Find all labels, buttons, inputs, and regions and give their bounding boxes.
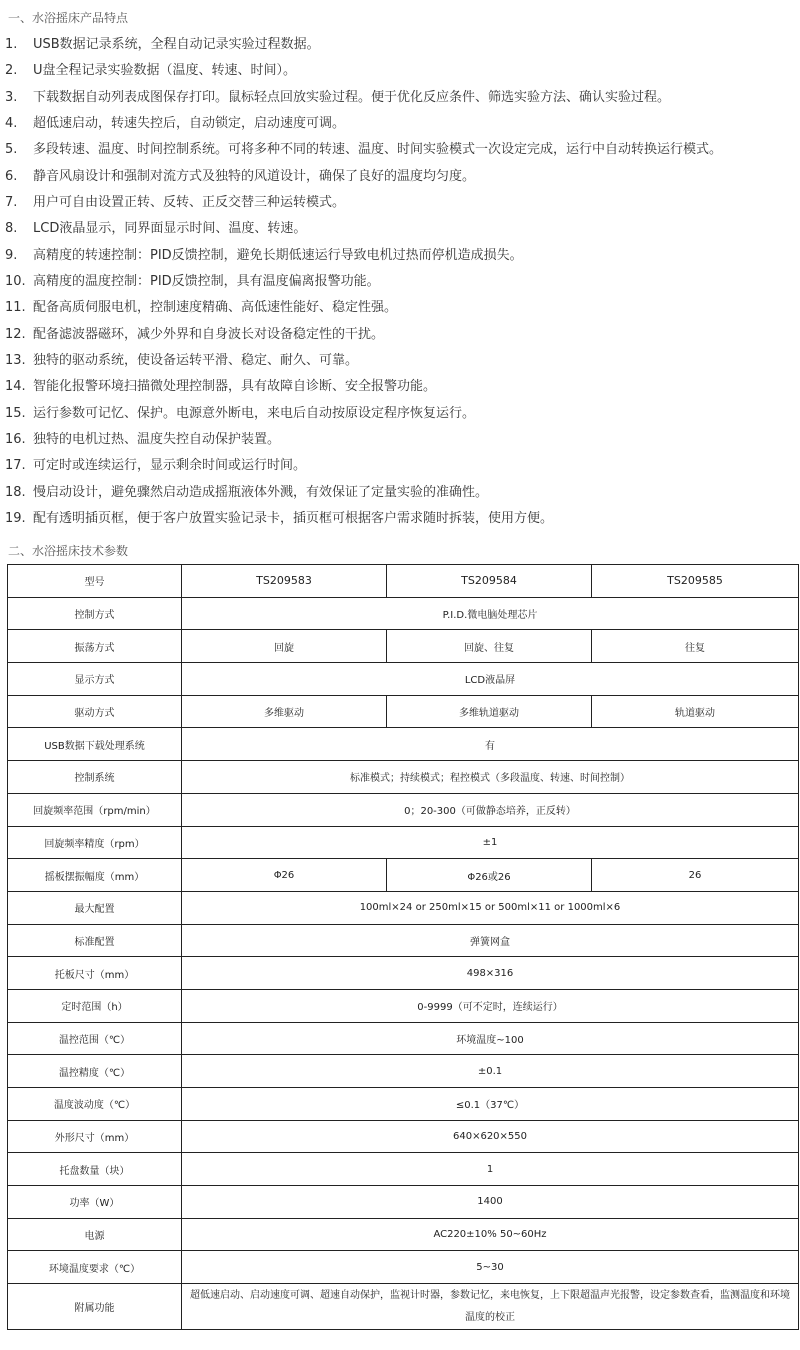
feature-item — [0, 455, 800, 481]
spec-label-cell: 电源 — [8, 1218, 182, 1251]
spec-label-cell: 功率（W） — [8, 1186, 182, 1219]
table-row — [8, 761, 799, 794]
spec-value-cell: 5~30 — [182, 1251, 799, 1284]
model-cell: TS209583 — [182, 565, 387, 598]
spec-value-cell: 1 — [182, 1153, 799, 1186]
spec-label-cell: 托板尺寸（mm） — [8, 957, 182, 990]
table-row — [8, 957, 799, 990]
feature-item — [0, 429, 800, 455]
feature-text: 独特的驱动系统，使设备运转平滑、稳定、耐久、可靠。 — [33, 352, 359, 368]
feature-text: 慢启动设计，避免骤然启动造成摇瓶液体外溅，有效保证了定量实验的准确性。 — [33, 484, 489, 500]
feature-text: 配备高质伺服电机，控制速度精确、高低速性能好、稳定性强。 — [33, 300, 398, 316]
feature-number: 8. — [5, 221, 18, 237]
feature-item — [0, 297, 800, 323]
feature-number: 19. — [5, 510, 26, 526]
feature-item — [0, 60, 800, 86]
spec-label-cell: 外形尺寸（mm） — [8, 1120, 182, 1153]
table-row — [8, 826, 799, 859]
feature-text: 下载数据自动列表成图保存打印。鼠标轻点回放实验过程。便于优化反应条件、筛选实验方法、确认实验过程。 — [33, 89, 671, 105]
feature-number: 3. — [5, 89, 18, 105]
feature-text: 超低速启动，转速失控后，自动锁定，启动速度可调。 — [33, 115, 346, 131]
spec-value-cell: 有 — [182, 728, 799, 761]
feature-number: 10. — [5, 273, 26, 289]
model-cell: TS209584 — [387, 565, 592, 598]
spec-label-cell: 摇板摆振幅度（mm） — [8, 859, 182, 892]
feature-text: 用户可自由设置正转、反转、正反交替三种运转模式。 — [33, 194, 346, 210]
spec-value-cell: ±1 — [182, 826, 799, 859]
feature-item — [0, 508, 800, 534]
spec-value-cell: 超低速启动、启动速度可调、超速自动保护，监视计时器，参数记忆，来电恢复，上下限超温声光报警，设定参数查看，监测温度和环境温度的校正 — [182, 1284, 799, 1330]
spec-value-cell: 多维轨道驱动 — [387, 695, 592, 728]
spec-value-cell: Φ26或26 — [387, 859, 592, 892]
table-row — [8, 859, 799, 892]
table-row — [8, 989, 799, 1022]
feature-number: 17. — [5, 458, 26, 474]
feature-number: 2. — [5, 63, 18, 79]
spec-value-cell: 标准模式；持续模式；程控模式（多段温度、转速、时间控制） — [182, 761, 799, 794]
table-row — [8, 1186, 799, 1219]
feature-number: 15. — [5, 405, 26, 421]
spec-label-cell: 型号 — [8, 565, 182, 598]
spec-value-cell: ±0.1 — [182, 1055, 799, 1088]
feature-item — [0, 192, 800, 218]
feature-text: 配备滤波器磁环，减少外界和自身波长对设备稳定性的干扰。 — [33, 326, 385, 342]
feature-number: 11. — [5, 300, 26, 316]
spec-table — [7, 564, 799, 1330]
feature-number: 7. — [5, 194, 18, 210]
feature-number: 9. — [5, 247, 18, 263]
spec-value-cell: 回旋 — [182, 630, 387, 663]
table-row — [8, 1284, 799, 1330]
spec-label-cell: 附属功能 — [8, 1284, 182, 1330]
table-row — [8, 924, 799, 957]
feature-item — [0, 350, 800, 376]
feature-number: 18. — [5, 484, 26, 500]
spec-label-cell: 温控范围（℃） — [8, 1022, 182, 1055]
feature-number: 4. — [5, 115, 18, 131]
table-row — [8, 597, 799, 630]
feature-text: 可定时或连续运行，显示剩余时间或运行时间。 — [33, 458, 307, 474]
spec-label-cell: 托盘数量（块） — [8, 1153, 182, 1186]
spec-value-cell: 640×620×550 — [182, 1120, 799, 1153]
feature-item — [0, 271, 800, 297]
feature-number: 14. — [5, 379, 26, 395]
spec-label-cell: 回旋频率范围（rpm/min） — [8, 793, 182, 826]
spec-label-cell: 振荡方式 — [8, 630, 182, 663]
spec-label-cell: 驱动方式 — [8, 695, 182, 728]
spec-value-cell: 环境温度~100 — [182, 1022, 799, 1055]
feature-number: 1. — [5, 37, 18, 52]
feature-text: 智能化报警环境扫描微处理控制器，具有故障自诊断、安全报警功能。 — [33, 379, 437, 395]
feature-number: 12. — [5, 326, 26, 342]
spec-value-cell: 26 — [592, 859, 799, 892]
feature-text: 运行参数可记忆、保护。电源意外断电，来电后自动按原设定程序恢复运行。 — [33, 405, 476, 421]
table-row — [8, 793, 799, 826]
spec-value-cell: P.I.D.微电脑处理芯片 — [182, 597, 799, 630]
spec-value-cell: 100ml×24 or 250ml×15 or 500ml×11 or 1000ml×6 — [182, 891, 799, 924]
spec-value-cell: 往复 — [592, 630, 799, 663]
table-row-header — [8, 565, 799, 598]
feature-text: 多段转速、温度、时间控制系统。可将多种不同的转速、温度、时间实验模式一次设定完成，运行中自动转换运行模式。 — [33, 142, 723, 158]
feature-item — [0, 482, 800, 508]
features-list — [0, 34, 800, 534]
feature-item — [0, 403, 800, 429]
table-row — [8, 663, 799, 696]
section-title-specs: 二、水浴摇床技术参数 — [8, 544, 129, 558]
table-row — [8, 1153, 799, 1186]
spec-value-cell: 轨道驱动 — [592, 695, 799, 728]
spec-value-cell: 0-9999（可不定时，连续运行） — [182, 989, 799, 1022]
spec-label-cell: 标准配置 — [8, 924, 182, 957]
spec-label-cell: 控制方式 — [8, 597, 182, 630]
spec-value-cell: 多维驱动 — [182, 695, 387, 728]
feature-item — [0, 87, 800, 113]
table-row — [8, 1055, 799, 1088]
feature-item — [0, 113, 800, 139]
spec-label-cell: 温控精度（℃） — [8, 1055, 182, 1088]
feature-item — [0, 324, 800, 350]
spec-label-cell: 环境温度要求（℃） — [8, 1251, 182, 1284]
table-row — [8, 1088, 799, 1121]
feature-item — [0, 218, 800, 244]
spec-value-cell: 1400 — [182, 1186, 799, 1219]
spec-value-cell: 弹簧网盒 — [182, 924, 799, 957]
spec-value-cell: 回旋、往复 — [387, 630, 592, 663]
spec-label-cell: 控制系统 — [8, 761, 182, 794]
spec-label-cell: 回旋频率精度（rpm） — [8, 826, 182, 859]
spec-label-cell: 显示方式 — [8, 663, 182, 696]
feature-item — [0, 139, 800, 165]
feature-item — [0, 245, 800, 271]
model-cell: TS209585 — [592, 565, 799, 598]
feature-text: 高精度的温度控制：PID反馈控制，具有温度偏离报警功能。 — [33, 273, 380, 289]
feature-item — [0, 376, 800, 402]
spec-value-cell: ≤0.1（37℃） — [182, 1088, 799, 1121]
feature-text: U盘全程记录实验数据（温度、转速、时间）。 — [33, 63, 297, 79]
feature-text: USB数据记录系统，全程自动记录实验过程数据。 — [33, 37, 320, 52]
spec-value-cell: 498×316 — [182, 957, 799, 990]
spec-value-cell: Φ26 — [182, 859, 387, 892]
table-row — [8, 1120, 799, 1153]
table-row — [8, 1022, 799, 1055]
table-row — [8, 630, 799, 663]
section-title-features: 一、水浴摇床产品特点 — [8, 11, 129, 25]
feature-number: 13. — [5, 352, 26, 368]
spec-label-cell: USB数据下载处理系统 — [8, 728, 182, 761]
feature-text: 配有透明插页框，便于客户放置实验记录卡，插页框可根据客户需求随时拆装，使用方便。 — [33, 510, 554, 526]
spec-value-cell: AC220±10% 50~60Hz — [182, 1218, 799, 1251]
spec-label-cell: 温度波动度（℃） — [8, 1088, 182, 1121]
feature-item — [0, 166, 800, 192]
table-row — [8, 1251, 799, 1284]
table-row — [8, 695, 799, 728]
feature-item — [0, 34, 800, 60]
feature-number: 5. — [5, 142, 18, 158]
spec-value-cell: LCD液晶屏 — [182, 663, 799, 696]
table-row — [8, 728, 799, 761]
feature-number: 6. — [5, 168, 18, 184]
table-row — [8, 1218, 799, 1251]
spec-label-cell: 定时范围（h） — [8, 989, 182, 1022]
table-row — [8, 891, 799, 924]
spec-label-cell: 最大配置 — [8, 891, 182, 924]
feature-number: 16. — [5, 431, 26, 447]
feature-text: 高精度的转速控制：PID反馈控制，避免长期低速运行导致电机过热而停机造成损失。 — [33, 247, 523, 263]
feature-text: 独特的电机过热、温度失控自动保护装置。 — [33, 431, 281, 447]
spec-value-cell: 0；20-300（可做静态培养，正反转） — [182, 793, 799, 826]
feature-text: 静音风扇设计和强制对流方式及独特的风道设计，确保了良好的温度均匀度。 — [33, 168, 476, 184]
feature-text: LCD液晶显示，同界面显示时间、温度、转速。 — [33, 221, 307, 237]
